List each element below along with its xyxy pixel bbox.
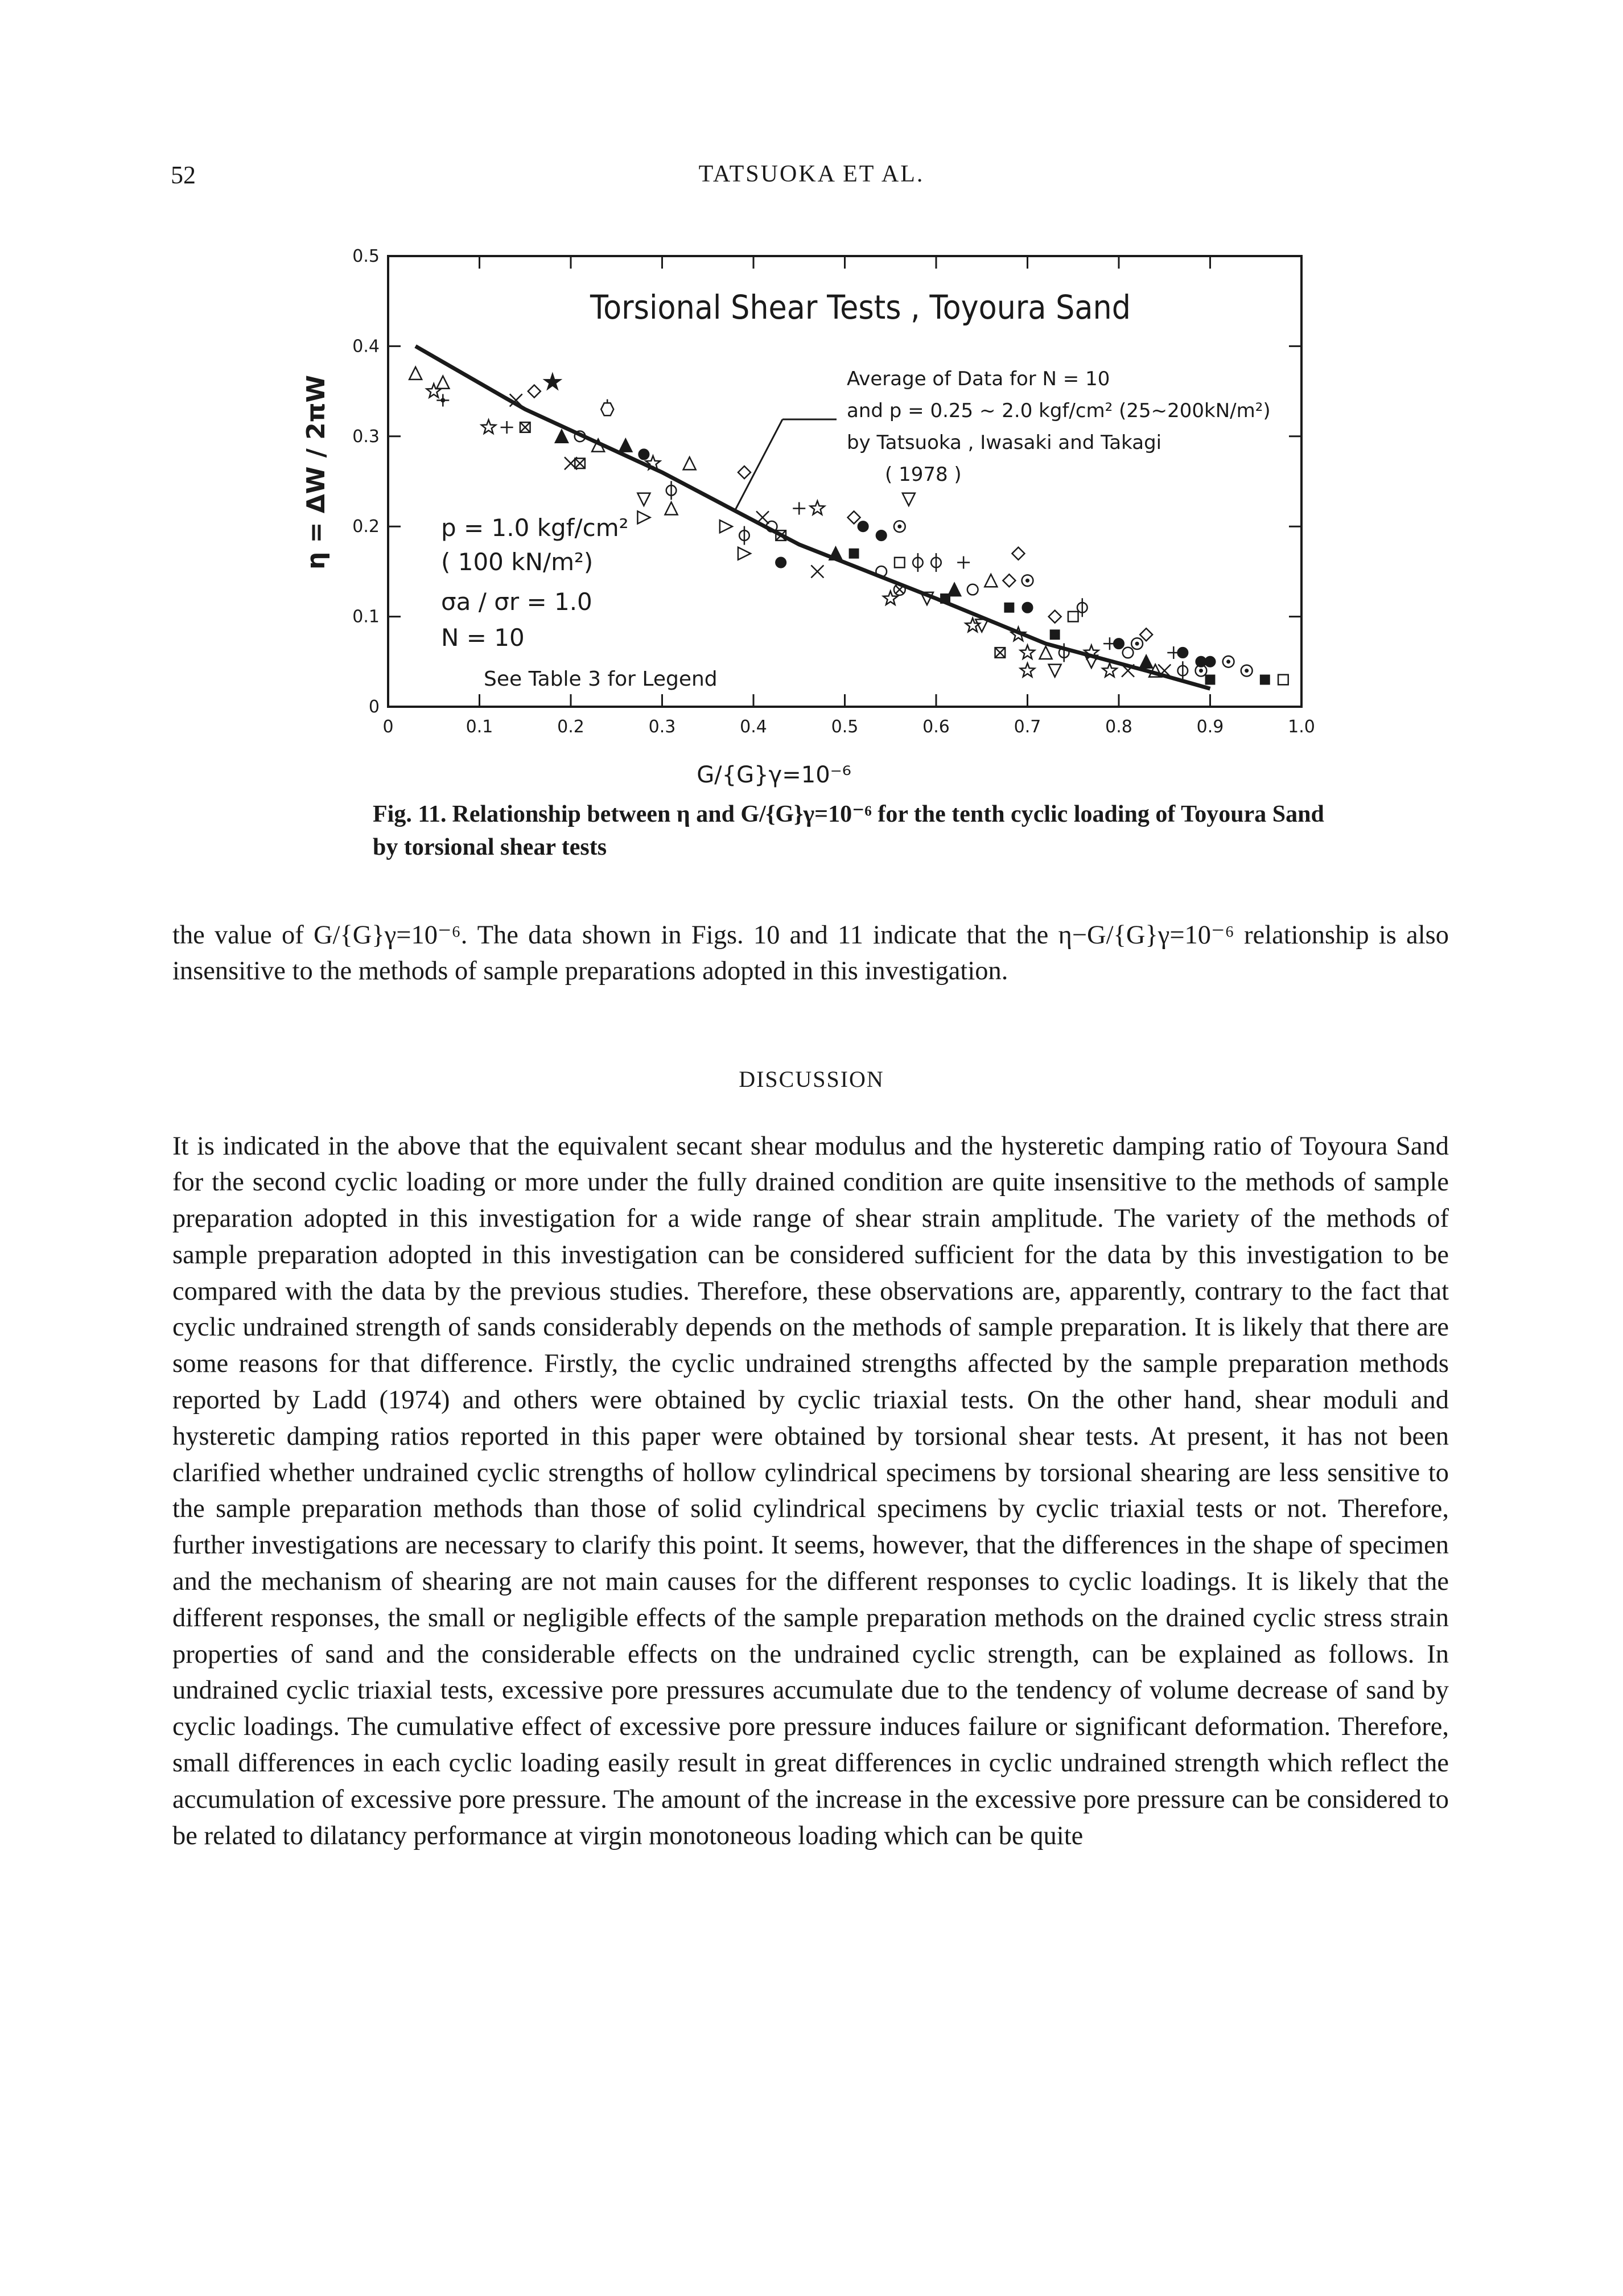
y-tick-label: 0.2 — [352, 517, 380, 537]
data-point — [850, 549, 858, 558]
data-point — [683, 457, 696, 469]
data-point — [436, 376, 449, 389]
x-tick-label: 0.6 — [922, 717, 950, 737]
data-point — [1102, 663, 1117, 677]
data-point — [858, 521, 868, 531]
data-point — [903, 493, 915, 506]
data-point — [1178, 661, 1188, 680]
data-point — [1003, 574, 1015, 587]
data-point — [1140, 656, 1152, 668]
x-tick-label: 0.7 — [1014, 717, 1041, 737]
data-point — [555, 430, 568, 443]
x-tick-label: 0.5 — [831, 717, 859, 737]
data-point — [1040, 646, 1052, 659]
data-point — [738, 466, 751, 479]
figure-caption — [373, 798, 1340, 864]
data-point — [1012, 547, 1024, 560]
figure-caption-text: Relationship between η and G/{G}γ=10⁻⁶ for the tenth cyclic loading of Toyoura Sand by torsional shear tests — [373, 801, 1324, 860]
data-point — [931, 553, 941, 572]
chart-title: Torsional Shear Tests , Toyoura Sand — [590, 288, 1131, 327]
y-axis-label — [302, 375, 331, 570]
data-point — [1068, 612, 1078, 622]
annotation-line-2: and p = 0.25 ~ 2.0 kgf/cm² (25~200kN/m²) — [847, 399, 1271, 422]
x-tick-label: 0.9 — [1196, 717, 1224, 737]
y-tick-label: 0 — [368, 697, 380, 717]
annotation-leader-diagonal — [734, 419, 782, 512]
condition-pressure: p = 1.0 kgf/cm² — [441, 514, 629, 542]
data-point — [1123, 648, 1134, 658]
data-point — [637, 493, 650, 506]
data-point — [619, 439, 632, 452]
condition-pressure-si: ( 100 kN/m²) — [441, 548, 594, 576]
data-point — [720, 520, 732, 533]
y-tick-label: 0.3 — [352, 426, 380, 447]
data-point — [1049, 665, 1061, 677]
data-point — [1260, 675, 1269, 684]
y-tick-labels — [352, 246, 380, 717]
data-point — [894, 521, 905, 532]
data-point — [1114, 638, 1124, 649]
data-point — [528, 385, 541, 398]
data-point — [811, 565, 823, 578]
data-point — [967, 584, 978, 595]
annotation-line-4: ( 1978 ) — [885, 463, 962, 486]
data-point — [1020, 663, 1035, 677]
paragraph-2: It is indicated in the above that the equivalent secant shear modulus and the hysteretic damping ratio of Toyoura Sand for the second cyclic loading or more under the fully drained condition are quite insensitive to the methods of sample preparation adopted in this investigation for a wide range of shear strain amplitude. The variety of the methods of sample preparation adopted in this investigation can be considered sufficient for the data by this investigation to be compared with the data by the previous studies. Therefore, these observations are, apparently, contrary to the fact that cyclic undrained strength of sands considerably depends on the methods of sample preparation. It is likely that there are some reasons for that difference. Firstly, the cyclic undrained strengths affected by the sample preparation methods reported by Ladd (1974) and others were obtained by cyclic triaxial tests. On the other hand, shear moduli and hysteretic damping ratios reported in this paper were obtained by torsional shear tests. At present, it has not been clarified whether undrained cyclic strengths of hollow cylindrical specimens by torsional shearing are less sensitive to the sample preparation methods than those of solid cylindrical specimens by cyclic triaxial tests or not. Therefore, further investigations are necessary to clarify this point. It seems, however, that the differences in the shape of specimen and the mechanism of shearing are not main causes for the different responses to cyclic loadings. It is likely that the different responses, the small or negligible effects of the sample preparation methods on the drained cyclic stress strain properties of sand and the considerable effects on the undrained cyclic strength, can be explained as follows. In undrained cyclic triaxial tests, excessive pore pressures accumulate due to the tendency of volume decrease of sand by cyclic loadings. The cumulative effect of excessive pore pressure induces failure or significant deformation. Therefore, small differences in each cyclic loading easily result in great differences in cyclic undrained strength which reflect the accumulation of excessive pore pressure. The amount of the increase in the excessive pore pressure can be considered to be related to dilatancy performance at virgin monotoneous loading which can be quite — [172, 1131, 1449, 1850]
data-point — [481, 420, 496, 434]
data-point — [1206, 675, 1214, 684]
data-point — [665, 502, 678, 515]
y-tick-label: 0.5 — [352, 246, 380, 266]
data-point — [895, 558, 905, 568]
data-point — [1278, 675, 1288, 685]
figure-11-chart — [0, 0, 1623, 797]
data-point — [793, 502, 805, 515]
data-point — [1205, 657, 1216, 667]
data-point — [756, 511, 769, 523]
x-tick-label: 0.8 — [1105, 717, 1132, 737]
data-point — [1020, 645, 1035, 659]
page-number: 52 — [171, 161, 196, 189]
data-point — [436, 394, 449, 406]
svg-text:η = ΔW / 2πW: η = ΔW / 2πW — [302, 374, 331, 570]
condition-stress-ratio: σa / σr = 1.0 — [441, 588, 592, 616]
annotation-line-1: Average of Data for N = 10 — [847, 368, 1110, 390]
legend-note: See Table 3 for Legend — [484, 667, 718, 691]
data-point — [1049, 611, 1061, 623]
data-point — [1023, 603, 1033, 613]
data-point — [1131, 638, 1143, 649]
x-tick-labels — [382, 717, 1315, 737]
data-point — [1241, 665, 1253, 677]
data-point — [984, 574, 997, 587]
x-tick-label: 0.4 — [740, 717, 767, 737]
data-point — [666, 481, 677, 500]
condition-cycle-number: N = 10 — [441, 624, 525, 652]
y-tick-label: 0.1 — [352, 607, 380, 627]
data-point — [739, 526, 749, 545]
section-heading-discussion: DISCUSSION — [739, 1066, 884, 1092]
data-point — [1051, 630, 1059, 639]
x-axis-label: G/{G}γ=10⁻⁶ — [697, 762, 851, 788]
x-tick-label: 0.1 — [466, 717, 493, 737]
data-point — [601, 399, 613, 416]
data-point — [520, 422, 530, 432]
data-point — [810, 501, 825, 514]
data-point — [1005, 603, 1014, 612]
data-point — [848, 511, 860, 523]
data-point — [545, 374, 560, 389]
data-point — [409, 367, 422, 380]
data-point — [913, 553, 923, 572]
data-point — [637, 511, 650, 523]
data-point — [876, 530, 887, 541]
data-point — [957, 557, 970, 569]
annotation-line-3: by Tatsuoka , Iwasaki and Takagi — [847, 431, 1162, 454]
data-point — [639, 450, 649, 460]
data-point — [1140, 628, 1152, 641]
y-tick-label: 0.4 — [352, 336, 380, 357]
x-tick-label: 0.3 — [648, 717, 676, 737]
data-point — [1178, 648, 1188, 658]
data-point — [829, 547, 842, 560]
data-point — [1022, 575, 1033, 586]
x-tick-label: 1.0 — [1288, 717, 1315, 737]
data-point — [575, 459, 585, 469]
running-head: TATSUOKA ET AL. — [698, 161, 925, 187]
data-point — [776, 558, 786, 568]
data-point — [1223, 656, 1234, 667]
figure-caption-label: Fig. 11. — [373, 801, 447, 827]
data-point — [948, 583, 961, 596]
data-point — [501, 421, 513, 434]
x-tick-label: 0.2 — [557, 717, 584, 737]
paragraph-1: the value of G/{G}γ=10⁻⁶. The data shown in Figs. 10 and 11 indicate that the η−G/{G}γ=10⁻⁶ relationship is also insensitive to the methods of sample preparations adopted in this investigation. — [172, 920, 1449, 986]
data-point — [995, 648, 1006, 658]
x-tick-label: 0 — [382, 717, 394, 737]
data-point — [738, 547, 751, 560]
